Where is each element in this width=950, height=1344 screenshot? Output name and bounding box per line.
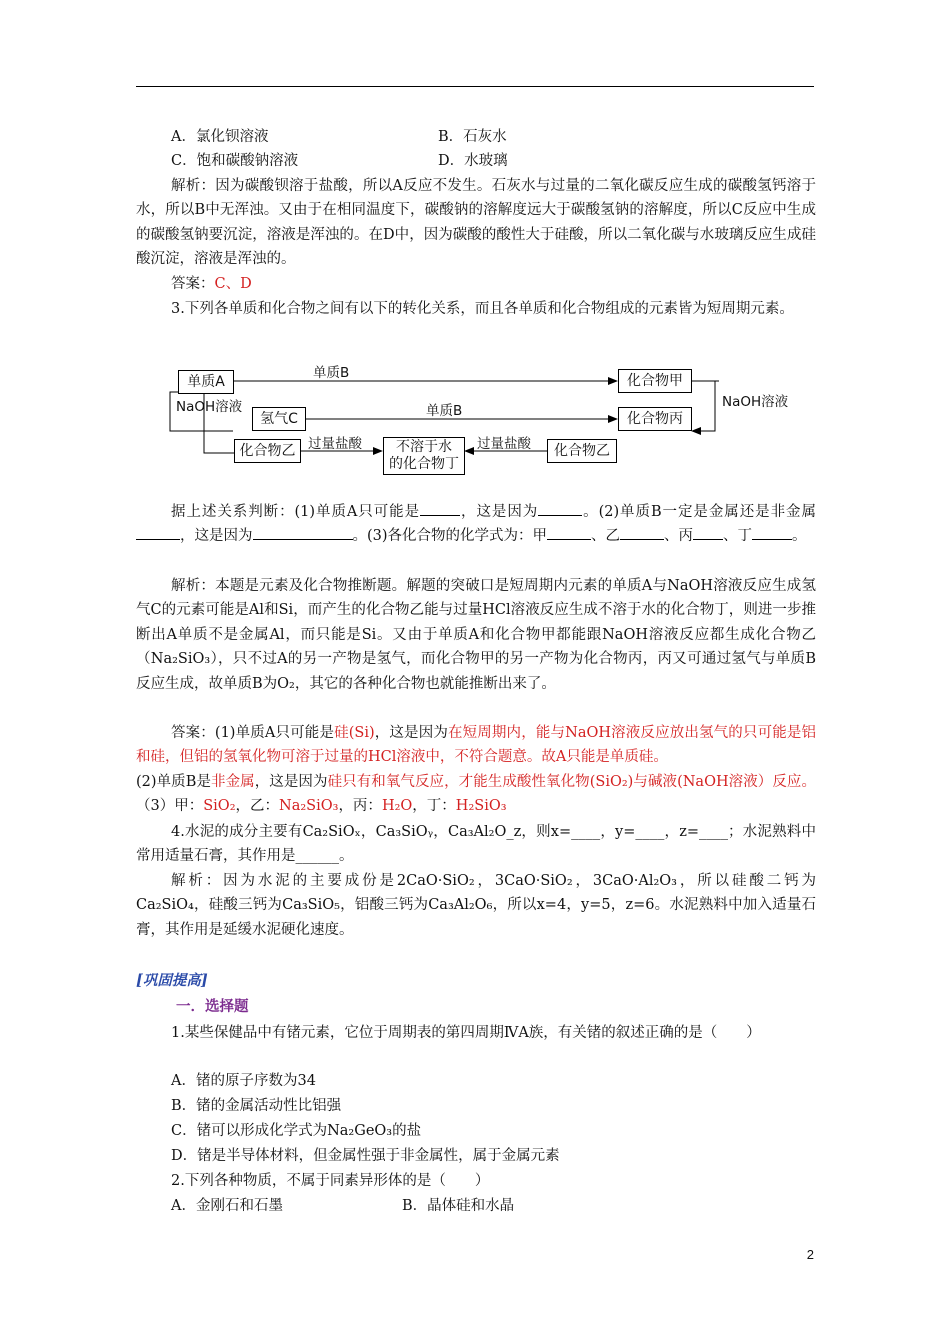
blank-2 xyxy=(538,515,582,516)
blank-7 xyxy=(693,539,723,540)
blank-4 xyxy=(253,539,353,540)
blank-1 xyxy=(420,515,460,516)
box-compound-bing: 化合物丙 xyxy=(618,407,692,431)
practice-q1-option-c: C．锗可以形成化学式为Na₂GeO₃的盐 xyxy=(171,1123,422,1139)
box-element-a: 单质A xyxy=(178,370,234,394)
q2-option-c: C．饱和碳酸钠溶液 xyxy=(171,153,299,169)
label-element-b-mid: 单质B xyxy=(426,403,463,419)
box-hydrogen-c: 氢气C xyxy=(252,407,306,431)
box-compound-yi-right: 化合物乙 xyxy=(547,439,617,463)
q3-analysis: 解析：本题是元素及化合物推断题。解题的突破口是短周期内元素的单质A与NaOH溶液反应生成氢气C的元素可能是Al和Si，而产生的化合物乙能与过量HCl溶液反应生成不溶于水的化合物丁，则进一步推断出A单质不是金属Al，而只能是Si。又由于单质A和化合物甲都能跟NaOH溶液反应都生成化合物乙（Na₂SiO₃），只不过A的另一产物是氢气，而化合物甲的另一产物为化合物丙，丙又可通过氢气与单质B反应生成，故单质B为O₂，其它的各种化合物也就能推断出来了。 xyxy=(136,578,816,692)
page-number: 2 xyxy=(806,1247,814,1262)
q3-stem: 3.下列各单质和化合物之间有以下的转化关系，而且各单质和化合物组成的元素皆为短周期元素。 xyxy=(171,301,794,317)
blank-5 xyxy=(547,539,591,540)
section-subtitle: 一．选择题 xyxy=(176,998,249,1015)
conversion-diagram xyxy=(160,355,800,485)
q3-question: 据上述关系判断：(1)单质A只可能是 ，这是因为 。(2)单质B一定是金属还是非金属，这是因为 。(3)各化合物的化学式为：甲 、乙 、丙 、丁 。 xyxy=(136,500,816,549)
blank-8 xyxy=(752,539,792,540)
practice-q1-option-d: D．锗是半导体材料，但金属性强于非金属性，属于金属元素 xyxy=(171,1148,560,1164)
header-rule xyxy=(136,86,814,87)
q2-answer-value: C、D xyxy=(214,276,252,292)
practice-q1-option-b: B．锗的金属活动性比铝强 xyxy=(171,1098,342,1114)
practice-q2-option-a: A．金刚石和石墨 xyxy=(171,1198,283,1214)
label-hcl-right: 过量盐酸 xyxy=(477,436,531,452)
q2-analysis: 解析：因为碳酸钡溶于盐酸，所以A反应不发生。石灰水与过量的二氧化碳反应生成的碳酸氢钙溶于水，所以B中无浑浊。又由于在相同温度下，碳酸钠的溶解度远大于碳酸氢钠的溶解度，所以C反应中生成的碳酸氢钠要沉淀，溶液是浑浊的。在D中，因为碳酸的酸性大于硅酸，所以二氧化碳与水玻璃反应生成硅酸沉淀，溶液是浑浊的。 xyxy=(136,178,816,268)
label-naoh-right: NaOH溶液 xyxy=(722,394,789,410)
practice-q2-stem: 2.下列各种物质，不属于同素异形体的是（ ） xyxy=(171,1173,490,1189)
label-element-b-top: 单质B xyxy=(313,365,350,381)
q2-option-a: A．氯化钡溶液 xyxy=(171,129,269,145)
practice-q1-option-a: A．锗的原子序数为34 xyxy=(171,1073,316,1089)
practice-q1-stem: 1.某些保健品中有锗元素，它位于周期表的第四周期ⅣA族，有关锗的叙述正确的是（ ） xyxy=(171,1025,761,1041)
box-compound-jia: 化合物甲 xyxy=(618,369,692,393)
box-compound-ding: 不溶于水 的化合物丁 xyxy=(383,437,465,475)
box-compound-yi-left: 化合物乙 xyxy=(234,439,301,463)
q3-answer: 答案：(1)单质A只可能是硅(Si)，这是因为在短周期内，能与NaOH溶液反应放出氢气的只可能是铝和硅，但铝的氢氧化物可溶于过量的HCl溶液中，不符合题意。故A只能是单质硅。 (2)单质B是非金属，这是因为硅只有和氧气反应，才能生成酸性氧化物(SiO₂)与碱液(NaOH溶液）反应。（3）甲：SiO₂，乙：Na₂SiO₃，丙：H₂O，丁：H₂SiO₃ xyxy=(136,725,817,815)
q2-answer: 答案：C、D xyxy=(171,276,252,292)
blank-6 xyxy=(620,539,664,540)
label-naoh-left: NaOH溶液 xyxy=(176,399,243,415)
label-hcl-left: 过量盐酸 xyxy=(308,436,362,452)
blank-3 xyxy=(136,539,180,540)
q2-option-b: B．石灰水 xyxy=(438,129,507,145)
q2-option-d: D．水玻璃 xyxy=(438,153,508,169)
practice-q2-option-b: B．晶体硅和水晶 xyxy=(402,1198,515,1214)
q4-stem: 4.水泥的成分主要有Ca₂SiOₓ，Ca₃SiOᵧ，Ca₃Al₂O_z，则x=____，y=____，z=____；水泥熟料中常用适量石膏，其作用是______。 xyxy=(136,824,816,865)
q4-analysis: 解析：因为水泥的主要成份是2CaO·SiO₂，3CaO·SiO₂，3CaO·Al₂O₃，所以硅酸二钙为Ca₂SiO₄，硅酸三钙为Ca₃SiO₅，铝酸三钙为Ca₃Al₂O₆，所以x=4，y=5，z=6。水泥熟料中加入适量石膏，其作用是延缓水泥硬化速度。 xyxy=(136,873,816,938)
section-title: [巩固提高] xyxy=(136,972,208,989)
